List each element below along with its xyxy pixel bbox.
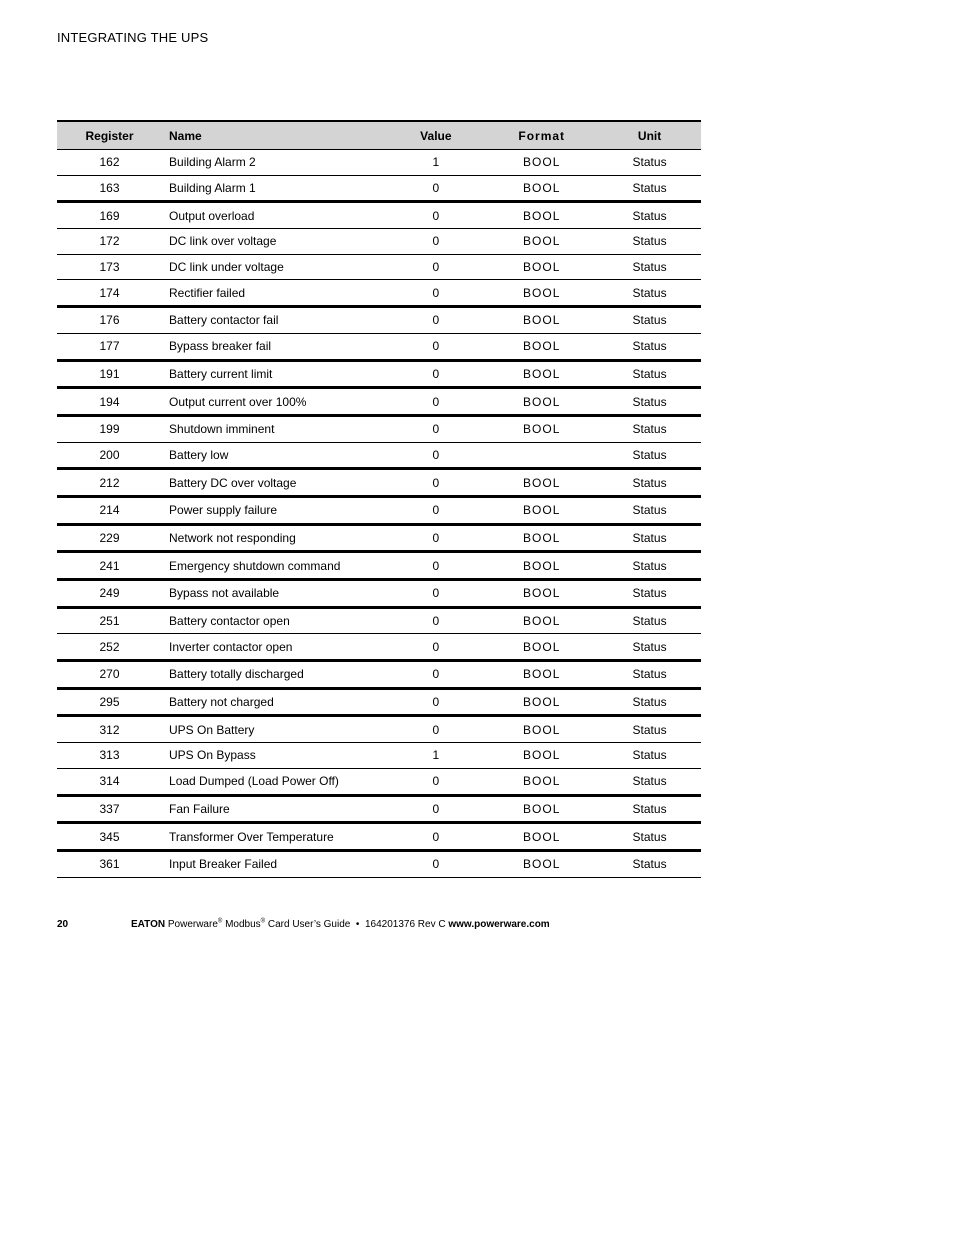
cell-format: BOOL bbox=[485, 150, 598, 176]
table-row bbox=[57, 688, 701, 716]
cell-register: 361 bbox=[57, 850, 162, 877]
table-row bbox=[57, 850, 701, 877]
column-header-register: Register bbox=[57, 121, 162, 150]
table-row bbox=[57, 607, 701, 634]
footer-product: Powerware bbox=[167, 919, 218, 930]
table-row bbox=[57, 496, 701, 524]
cell-format: BOOL bbox=[485, 229, 598, 255]
cell-name: UPS On Bypass bbox=[162, 743, 386, 769]
table-row bbox=[57, 360, 701, 388]
cell-unit: Status bbox=[598, 469, 701, 497]
cell-register: 200 bbox=[57, 442, 162, 469]
cell-format: BOOL bbox=[485, 607, 598, 634]
cell-value: 0 bbox=[386, 442, 485, 469]
table-row bbox=[57, 768, 701, 795]
table-row bbox=[57, 333, 701, 360]
cell-name: Building Alarm 2 bbox=[162, 150, 386, 176]
cell-format: BOOL bbox=[485, 661, 598, 689]
table-row bbox=[57, 823, 701, 851]
column-header-name: Name bbox=[162, 121, 386, 150]
column-header-unit: Unit bbox=[598, 121, 701, 150]
cell-register: 191 bbox=[57, 360, 162, 388]
cell-name: Battery contactor fail bbox=[162, 307, 386, 334]
cell-name: Output overload bbox=[162, 202, 386, 229]
cell-format: BOOL bbox=[485, 496, 598, 524]
cell-format: BOOL bbox=[485, 307, 598, 334]
cell-unit: Status bbox=[598, 634, 701, 661]
cell-unit: Status bbox=[598, 743, 701, 769]
cell-format: BOOL bbox=[485, 469, 598, 497]
table-row bbox=[57, 634, 701, 661]
cell-name: Battery low bbox=[162, 442, 386, 469]
table-row bbox=[57, 580, 701, 608]
cell-format bbox=[485, 442, 598, 469]
cell-unit: Status bbox=[598, 175, 701, 202]
cell-register: 251 bbox=[57, 607, 162, 634]
table-row bbox=[57, 254, 701, 280]
footer-url: www.powerware.com bbox=[448, 919, 550, 930]
cell-unit: Status bbox=[598, 661, 701, 689]
cell-name: Load Dumped (Load Power Off) bbox=[162, 768, 386, 795]
cell-name: Battery totally discharged bbox=[162, 661, 386, 689]
cell-format: BOOL bbox=[485, 254, 598, 280]
cell-value: 0 bbox=[386, 280, 485, 307]
cell-register: 214 bbox=[57, 496, 162, 524]
cell-format: BOOL bbox=[485, 688, 598, 716]
cell-name: Inverter contactor open bbox=[162, 634, 386, 661]
cell-register: 162 bbox=[57, 150, 162, 176]
cell-value: 0 bbox=[386, 202, 485, 229]
table-row bbox=[57, 743, 701, 769]
table-body bbox=[57, 150, 701, 878]
cell-value: 0 bbox=[386, 388, 485, 416]
cell-unit: Status bbox=[598, 307, 701, 334]
cell-format: BOOL bbox=[485, 716, 598, 743]
cell-name: UPS On Battery bbox=[162, 716, 386, 743]
footer-bullet: • bbox=[355, 919, 360, 930]
footer-brand: EATON bbox=[131, 919, 166, 930]
cell-value: 0 bbox=[386, 524, 485, 552]
table-row bbox=[57, 229, 701, 255]
cell-register: 163 bbox=[57, 175, 162, 202]
cell-unit: Status bbox=[598, 415, 701, 442]
table-row bbox=[57, 307, 701, 334]
cell-register: 249 bbox=[57, 580, 162, 608]
cell-register: 312 bbox=[57, 716, 162, 743]
cell-value: 0 bbox=[386, 333, 485, 360]
cell-value: 0 bbox=[386, 823, 485, 851]
cell-format: BOOL bbox=[485, 202, 598, 229]
cell-name: Battery not charged bbox=[162, 688, 386, 716]
cell-format: BOOL bbox=[485, 634, 598, 661]
table-row bbox=[57, 552, 701, 580]
cell-value: 0 bbox=[386, 634, 485, 661]
table-row bbox=[57, 524, 701, 552]
cell-value: 0 bbox=[386, 175, 485, 202]
cell-format: BOOL bbox=[485, 823, 598, 851]
cell-unit: Status bbox=[598, 795, 701, 823]
cell-format: BOOL bbox=[485, 415, 598, 442]
cell-name: Output current over 100% bbox=[162, 388, 386, 416]
cell-unit: Status bbox=[598, 823, 701, 851]
cell-name: Battery contactor open bbox=[162, 607, 386, 634]
cell-register: 229 bbox=[57, 524, 162, 552]
cell-name: Fan Failure bbox=[162, 795, 386, 823]
cell-register: 314 bbox=[57, 768, 162, 795]
table-row bbox=[57, 388, 701, 416]
table-header-row bbox=[57, 121, 701, 150]
cell-unit: Status bbox=[598, 688, 701, 716]
cell-name: DC link under voltage bbox=[162, 254, 386, 280]
cell-name: Network not responding bbox=[162, 524, 386, 552]
cell-name: Emergency shutdown command bbox=[162, 552, 386, 580]
table-row bbox=[57, 716, 701, 743]
cell-unit: Status bbox=[598, 580, 701, 608]
cell-unit: Status bbox=[598, 202, 701, 229]
cell-register: 337 bbox=[57, 795, 162, 823]
cell-name: Input Breaker Failed bbox=[162, 850, 386, 877]
cell-format: BOOL bbox=[485, 552, 598, 580]
table-row bbox=[57, 661, 701, 689]
cell-name: Transformer Over Temperature bbox=[162, 823, 386, 851]
cell-name: Bypass not available bbox=[162, 580, 386, 608]
cell-unit: Status bbox=[598, 850, 701, 877]
cell-value: 0 bbox=[386, 469, 485, 497]
cell-format: BOOL bbox=[485, 743, 598, 769]
table-row bbox=[57, 280, 701, 307]
cell-unit: Status bbox=[598, 229, 701, 255]
cell-register: 176 bbox=[57, 307, 162, 334]
cell-unit: Status bbox=[598, 280, 701, 307]
column-header-format: Format bbox=[485, 121, 598, 150]
cell-register: 177 bbox=[57, 333, 162, 360]
cell-value: 0 bbox=[386, 496, 485, 524]
cell-unit: Status bbox=[598, 716, 701, 743]
cell-register: 295 bbox=[57, 688, 162, 716]
cell-unit: Status bbox=[598, 607, 701, 634]
cell-register: 172 bbox=[57, 229, 162, 255]
table-row bbox=[57, 202, 701, 229]
cell-register: 212 bbox=[57, 469, 162, 497]
cell-value: 0 bbox=[386, 552, 485, 580]
cell-value: 0 bbox=[386, 688, 485, 716]
cell-value: 0 bbox=[386, 661, 485, 689]
cell-value: 1 bbox=[386, 150, 485, 176]
table-row bbox=[57, 442, 701, 469]
registered-mark-2: ® bbox=[260, 918, 266, 925]
cell-unit: Status bbox=[598, 442, 701, 469]
cell-name: DC link over voltage bbox=[162, 229, 386, 255]
cell-register: 169 bbox=[57, 202, 162, 229]
cell-register: 270 bbox=[57, 661, 162, 689]
register-table bbox=[57, 120, 701, 878]
footer-guide-title: Card User’s Guide bbox=[267, 919, 351, 930]
cell-value: 0 bbox=[386, 254, 485, 280]
cell-register: 173 bbox=[57, 254, 162, 280]
cell-register: 241 bbox=[57, 552, 162, 580]
cell-value: 0 bbox=[386, 307, 485, 334]
cell-format: BOOL bbox=[485, 280, 598, 307]
cell-register: 194 bbox=[57, 388, 162, 416]
page-footer bbox=[57, 919, 550, 930]
cell-format: BOOL bbox=[485, 333, 598, 360]
footer-product2: Modbus bbox=[225, 919, 261, 930]
column-header-value: Value bbox=[386, 121, 485, 150]
cell-format: BOOL bbox=[485, 580, 598, 608]
cell-name: Power supply failure bbox=[162, 496, 386, 524]
cell-format: BOOL bbox=[485, 388, 598, 416]
cell-format: BOOL bbox=[485, 850, 598, 877]
cell-unit: Status bbox=[598, 254, 701, 280]
cell-name: Rectifier failed bbox=[162, 280, 386, 307]
cell-value: 0 bbox=[386, 360, 485, 388]
cell-value: 0 bbox=[386, 415, 485, 442]
cell-name: Bypass breaker fail bbox=[162, 333, 386, 360]
table-row bbox=[57, 150, 701, 176]
cell-unit: Status bbox=[598, 768, 701, 795]
cell-register: 252 bbox=[57, 634, 162, 661]
cell-name: Shutdown imminent bbox=[162, 415, 386, 442]
cell-register: 199 bbox=[57, 415, 162, 442]
cell-name: Building Alarm 1 bbox=[162, 175, 386, 202]
table-header bbox=[57, 121, 701, 150]
cell-value: 0 bbox=[386, 716, 485, 743]
table-row bbox=[57, 795, 701, 823]
table-row bbox=[57, 415, 701, 442]
cell-format: BOOL bbox=[485, 175, 598, 202]
cell-name: Battery current limit bbox=[162, 360, 386, 388]
cell-unit: Status bbox=[598, 524, 701, 552]
page-number: 20 bbox=[57, 919, 69, 930]
footer-doc-number: 164201376 Rev C bbox=[364, 919, 446, 930]
table-row bbox=[57, 469, 701, 497]
cell-unit: Status bbox=[598, 388, 701, 416]
cell-unit: Status bbox=[598, 552, 701, 580]
cell-unit: Status bbox=[598, 360, 701, 388]
cell-unit: Status bbox=[598, 333, 701, 360]
cell-format: BOOL bbox=[485, 768, 598, 795]
cell-value: 0 bbox=[386, 850, 485, 877]
cell-format: BOOL bbox=[485, 360, 598, 388]
registered-mark: ® bbox=[217, 918, 223, 925]
table-row bbox=[57, 175, 701, 202]
cell-format: BOOL bbox=[485, 524, 598, 552]
cell-register: 313 bbox=[57, 743, 162, 769]
cell-value: 1 bbox=[386, 743, 485, 769]
cell-format: BOOL bbox=[485, 795, 598, 823]
cell-name: Battery DC over voltage bbox=[162, 469, 386, 497]
cell-value: 0 bbox=[386, 607, 485, 634]
cell-value: 0 bbox=[386, 768, 485, 795]
cell-value: 0 bbox=[386, 795, 485, 823]
cell-unit: Status bbox=[598, 496, 701, 524]
cell-value: 0 bbox=[386, 229, 485, 255]
cell-register: 174 bbox=[57, 280, 162, 307]
cell-value: 0 bbox=[386, 580, 485, 608]
cell-register: 345 bbox=[57, 823, 162, 851]
cell-unit: Status bbox=[598, 150, 701, 176]
section-header: INTEGRATING THE UPS bbox=[57, 30, 209, 45]
